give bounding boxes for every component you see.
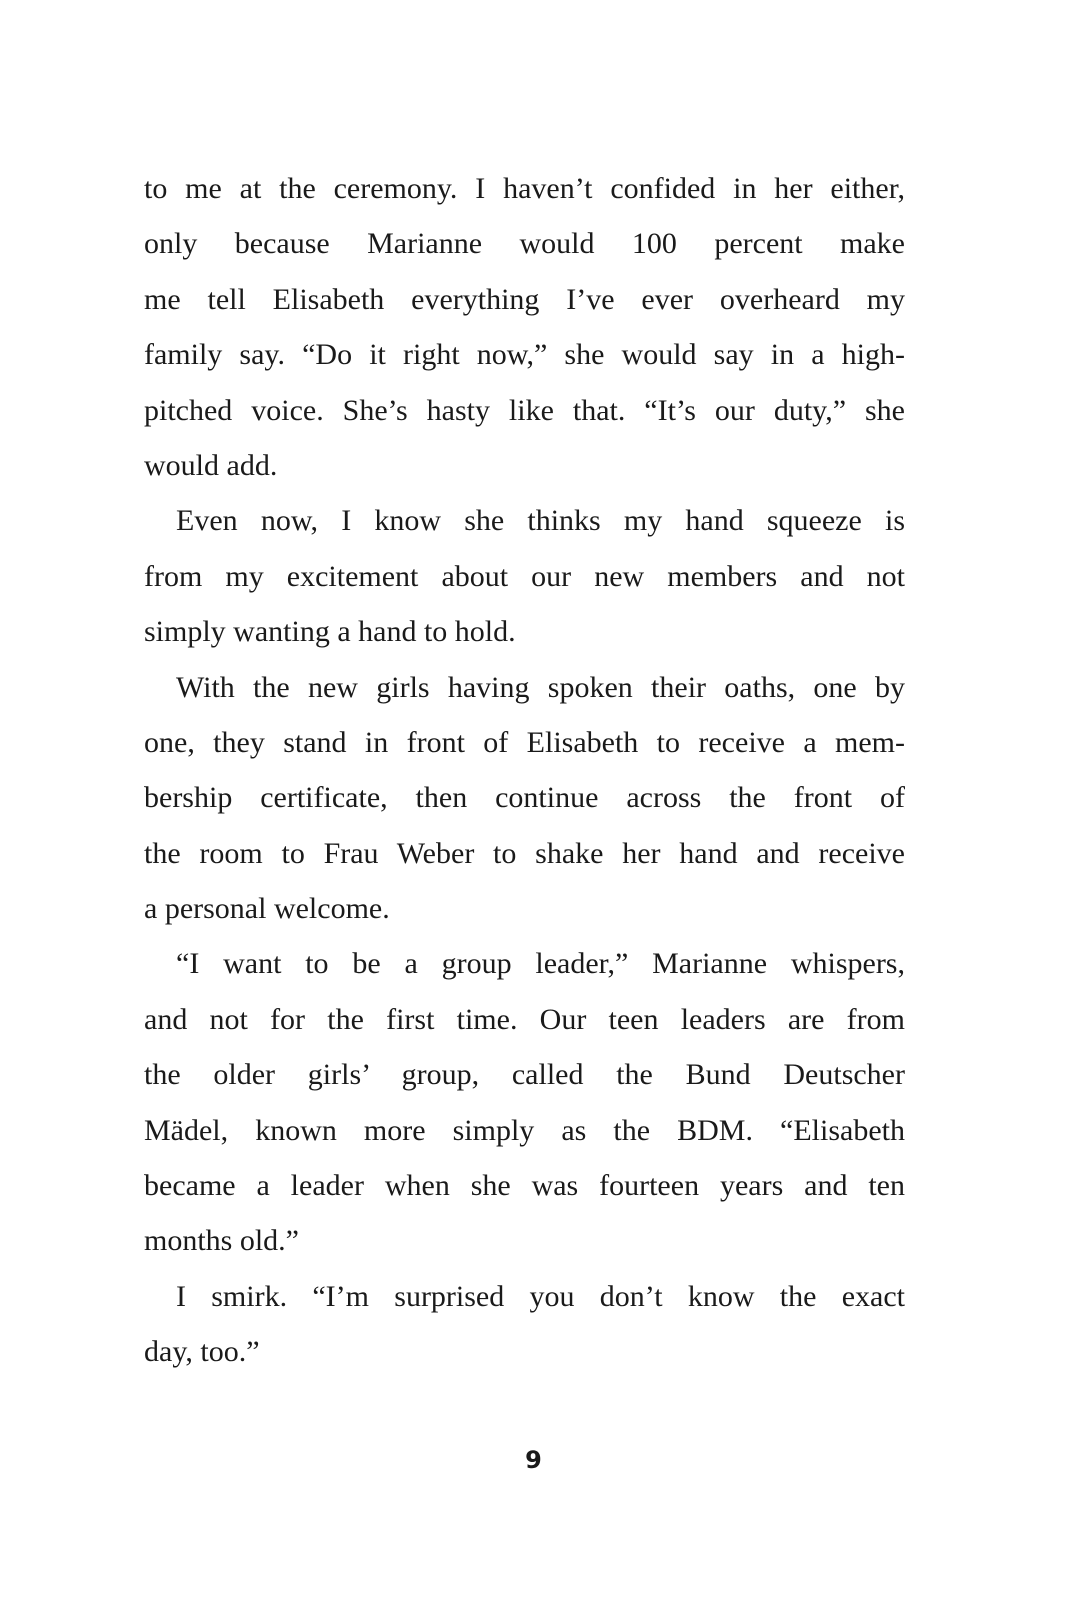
text-line: the older girls’ group, called the Bund Deutscher bbox=[144, 1058, 905, 1092]
text-line: Even now, I know she thinks my hand squeeze is bbox=[176, 504, 905, 538]
text-line: I smirk. “I’m surprised you don’t know the exact bbox=[176, 1279, 905, 1313]
text-line: family say. “Do it right now,” she would say in a high- bbox=[144, 338, 905, 372]
text-line: would add. bbox=[144, 448, 278, 482]
text-line: became a leader when she was fourteen years and ten bbox=[144, 1169, 905, 1203]
text-line: only because Marianne would 100 percent make bbox=[144, 227, 905, 261]
text-line: from my excitement about our new members and not bbox=[144, 559, 905, 593]
text-line: With the new girls having spoken their oaths, one by bbox=[176, 670, 905, 704]
text-line: me tell Elisabeth everything I’ve ever overheard my bbox=[144, 282, 905, 316]
text-line: to me at the ceremony. I haven’t confided in her either, bbox=[144, 172, 905, 205]
text-line: pitched voice. She’s hasty like that. “It’s our duty,” she bbox=[144, 393, 905, 427]
text-line: one, they stand in front of Elisabeth to receive a mem- bbox=[144, 725, 905, 759]
text-line: the room to Frau Weber to shake her hand and receive bbox=[144, 836, 905, 870]
page-number: 9 bbox=[525, 1446, 542, 1474]
text-line: months old.” bbox=[144, 1224, 299, 1258]
text-line: Mädel, known more simply as the BDM. “Elisabeth bbox=[144, 1113, 905, 1147]
text-line: “I want to be a group leader,” Marianne whispers, bbox=[176, 947, 905, 981]
text-line: day, too.” bbox=[144, 1335, 260, 1369]
text-line: bership certificate, then continue across the front of bbox=[144, 781, 905, 815]
text-line: simply wanting a hand to hold. bbox=[144, 615, 516, 649]
body-text bbox=[144, 161, 905, 1380]
text-line: a personal welcome. bbox=[144, 892, 390, 926]
text-line: and not for the first time. Our teen leaders are from bbox=[144, 1002, 905, 1036]
